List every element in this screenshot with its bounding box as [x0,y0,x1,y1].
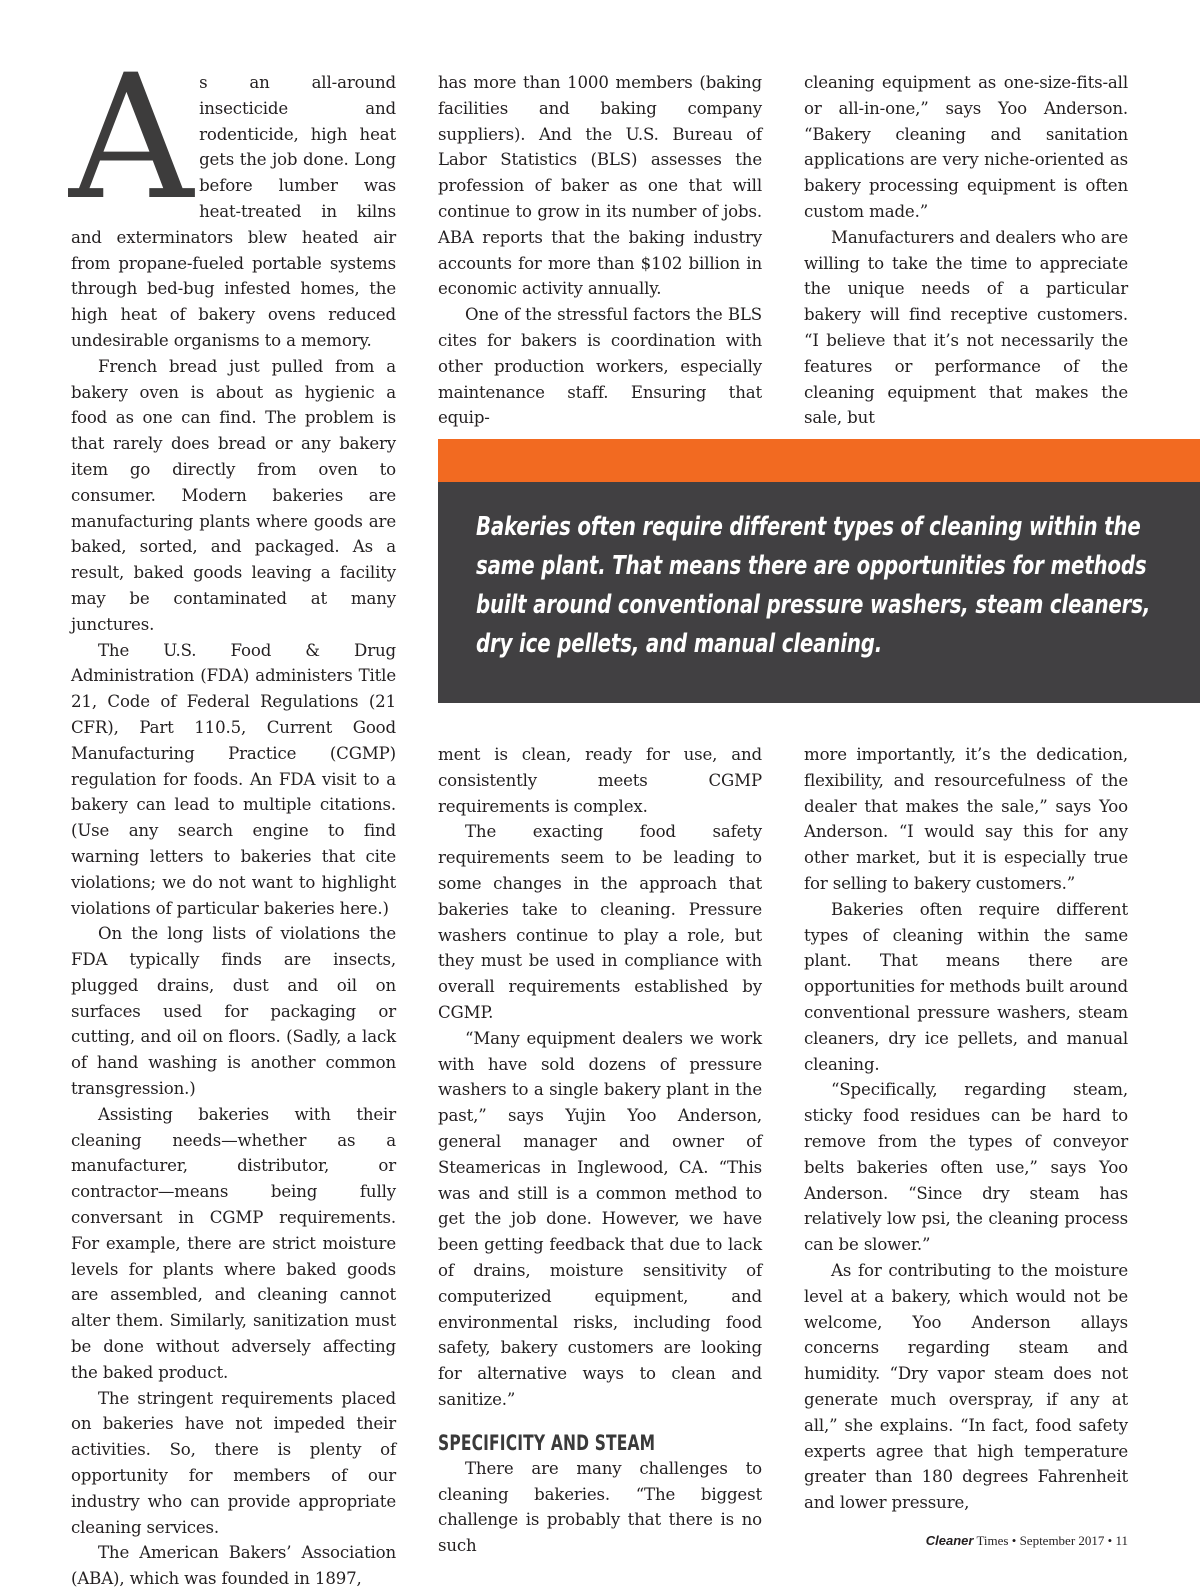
magazine-brand: Cleaner [925,1533,974,1548]
paragraph: The stringent requirements placed on bakeries have not impeded their activities. So, there is plenty of opportunity for members of our industry who can provide appropriate cleaning services. [71,1388,396,1537]
paragraph: One of the stressful factors the BLS cites for bakers is coordination with other production workers, especially maintenance staff. Ensuring that equip- [438,305,762,428]
drop-cap: A [69,37,194,238]
article-column-2-bottom [438,742,762,1559]
paragraph: French bread just pulled from a bakery oven is about as hygienic a food as one can find. The problem is that rarely does bread or any bakery item go directly from oven to consumer. Modern bakeries are manufacturing plants where goods are baked, sorted, and packaged. As a result, baked goods leaving a facility may be contaminated at many junctures. [71,356,396,634]
paragraph: ment is clean, ready for use, and consistently meets CGMP requirements is complex. [438,745,762,816]
paragraph: cleaning equipment as one-size-fits-all or all-in-one,” says Yoo Anderson. “Bakery cleaning and sanitation applications are very niche-oriented as bakery processing equipment is often custom made.” [804,73,1128,221]
paragraph: has more than 1000 members (baking facilities and baking company suppliers). And the U.S. Bureau of Labor Statistics (BLS) assesses the profession of baker as one that will continue to grow in its number of jobs. ABA reports that the baking industry accounts for more than $102 billion in economic activity annually. [438,73,762,299]
paragraph: “Specifically, regarding steam, sticky food residues can be hard to remove from the types of conveyor belts bakeries often use,” says Yoo Anderson. “Since dry steam has relatively low psi, the cleaning process can be slower.” [804,1080,1128,1255]
paragraph: The U.S. Food & Drug Administration (FDA) administers Title 21, Code of Federal Regulations (21 CFR), Part 110.5, Current Good Manufacturing Practice (CGMP) regulation for foods. An FDA visit to a bakery can lead to multiple citations. (Use any search engine to find warning letters to bakeries that cite violations; we do not want to highlight violations of particular bakeries here.) [71,640,396,918]
paragraph: There are many challenges to cleaning bakeries. “The biggest challenge is probably that there is no such [438,1458,762,1556]
footer-separator: • [1011,1533,1017,1548]
paragraph: s an all-around insecticide and rodenticide, high heat gets the job done. Long before lumber was heat-treated in kilns and exterminators blew heated air from propane-fueled portable systems through bed-bug infested homes, the high heat of bakery ovens reduced undesirable organisms to a memory. [71,73,396,350]
paragraph: “Many equipment dealers we work with have sold dozens of pressure washers to a single bakery plant in the past,” says Yujin Yoo Anderson, general manager and owner of Steamericas in Inglewood, CA. “This was and still is a common method to get the job done. However, we have been getting feedback that due to lack of drains, moisture sensitivity of computerized equipment, and environmental risks, including food safety, bakery customers are looking for alternative ways to clean and sanitize.” [438,1028,762,1409]
paragraph: Bakeries often require different types of cleaning within the same plant. That means there are opportunities for methods built around conventional pressure washers, steam cleaners, dry ice pellets, and manual cleaning. [804,899,1128,1074]
page-footer [926,1533,1128,1549]
issue-date: September 2017 [1019,1533,1105,1548]
section-subhead: SPECIFICITY AND STEAM [438,1430,656,1455]
accent-bar [438,439,1200,482]
paragraph: Assisting bakeries with their cleaning needs—whether as a manufacturer, distributor, or contractor—means being fully conversant in CGMP requirements. For example, there are strict moisture levels for plants where baked goods are assembled, and cleaning cannot alter them. Similarly, sanitization must be done without adversely affecting the baked product. [71,1104,396,1382]
paragraph: As for contributing to the moisture level at a bakery, which would not be welcome, Yoo Anderson allays concerns regarding steam and humidity. “Dry vapor steam does not generate much overspray, if any at all,” she explains. “In fact, food safety experts agree that high temperature greater than 180 degrees Fahrenheit and lower pressure, [804,1260,1128,1513]
pull-quote: Bakeries often require different types of cleaning within the same plant. That means there are opportunities for methods built around conventional pressure washers, steam cleaners, dry ice pellets, and manual cleaning. [476,512,1151,659]
paragraph: On the long lists of violations the FDA typically finds are insects, plugged drains, dust and oil on surfaces used for packaging or cutting, and oil on floors. (Sadly, a lack of hand washing is another common transgression.) [71,924,396,1099]
footer-separator: • [1107,1533,1113,1548]
article-column-1 [69,37,396,1592]
article-column-2-top [438,70,762,428]
page-number: 11 [1115,1533,1128,1548]
article-column-3-bottom [804,742,1128,1516]
magazine-name: Times [976,1533,1009,1548]
paragraph: more importantly, it’s the dedication, flexibility, and resourcefulness of the dealer that makes the sale,” says Yoo Anderson. “I would say this for any other market, but it is especially true for selling to bakery customers.” [804,745,1128,893]
paragraph: Manufacturers and dealers who are willing to take the time to appreciate the unique needs of a particular bakery will find receptive customers. “I believe that it’s not necessarily the features or performance of the cleaning equipment that makes the sale, but [804,227,1128,428]
article-column-3-top [804,70,1128,428]
paragraph: The exacting food safety requirements seem to be leading to some changes in the approach that bakeries take to cleaning. Pressure washers continue to play a role, but they must be used in compliance with overall requirements established by CGMP. [438,822,762,1022]
paragraph: The American Bakers’ Association (ABA), which was founded in 1897, [71,1543,396,1589]
